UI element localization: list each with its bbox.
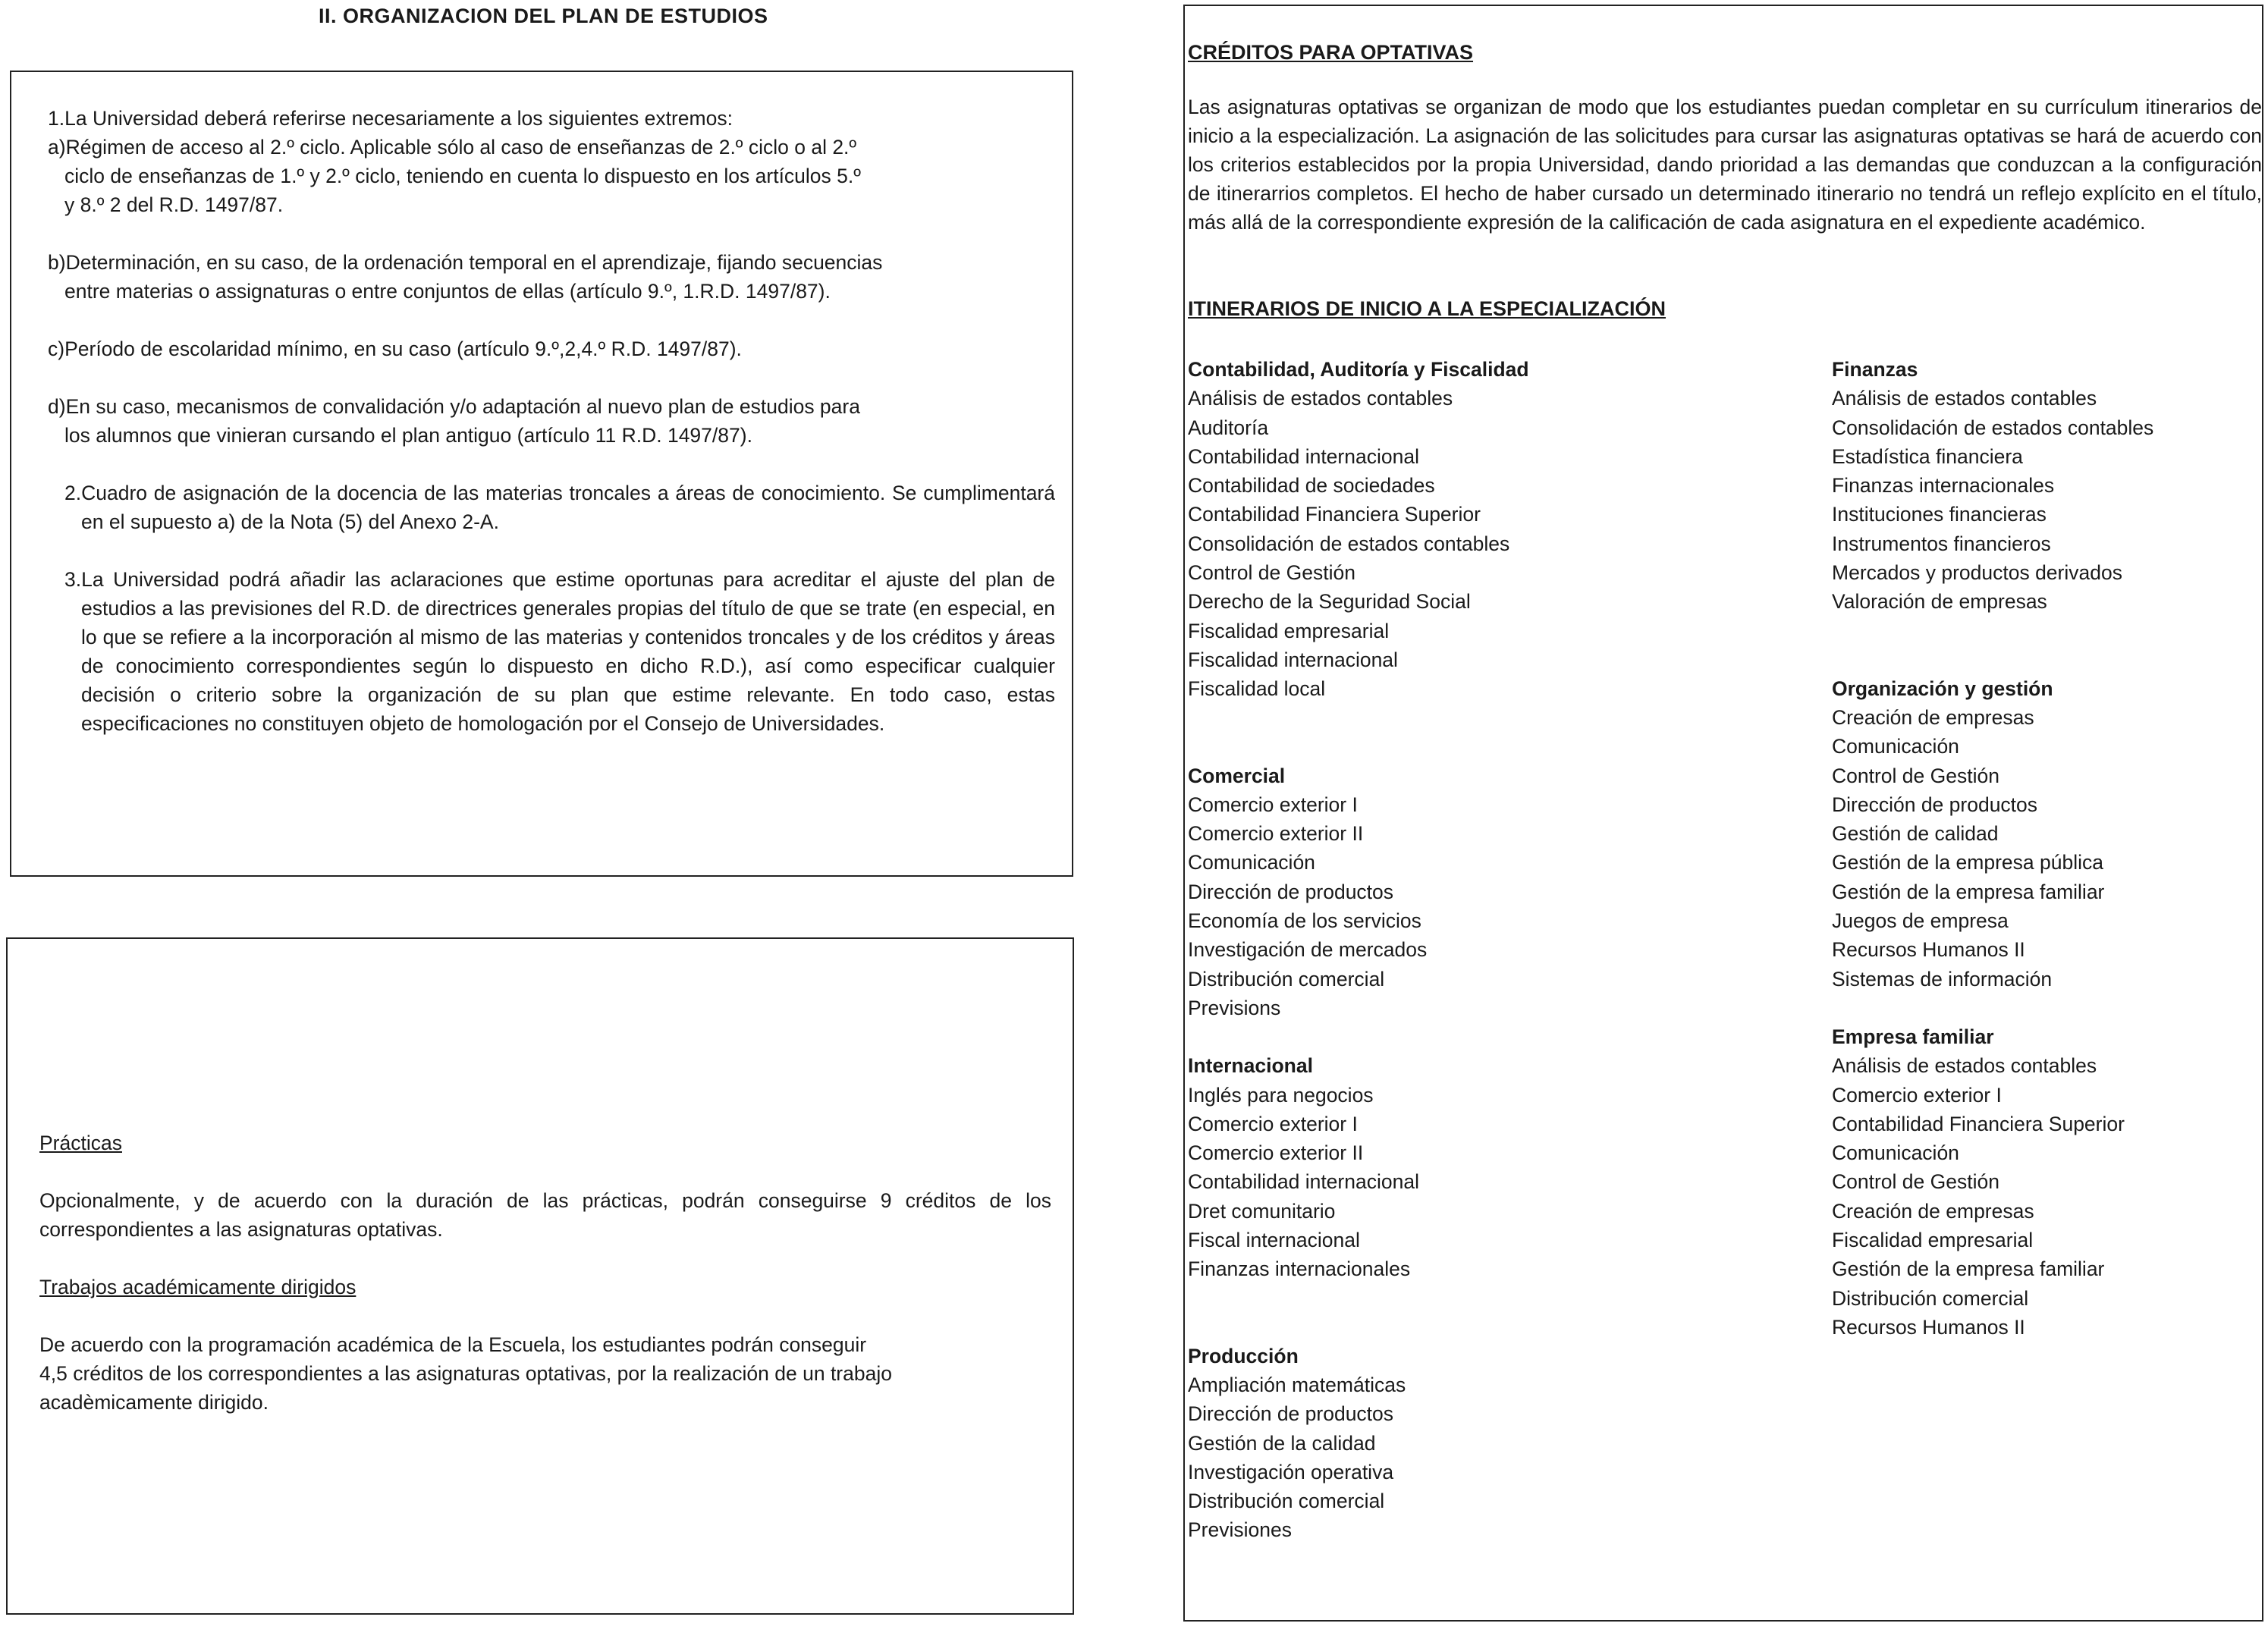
list-item: Comercio exterior I (1188, 1112, 1358, 1135)
list-item: Instituciones financieras (1832, 503, 2047, 526)
group-title: Contabilidad, Auditoría y Fiscalidad (1188, 358, 1529, 381)
group-title: Internacional (1188, 1054, 1313, 1078)
group-title: Empresa familiar (1832, 1025, 1994, 1048)
list-item: Investigación de mercados (1188, 938, 1428, 962)
list-item: Finanzas internacionales (1832, 474, 2055, 498)
list-item: Comercio exterior II (1188, 1141, 1364, 1165)
itinerarios-right-column (1832, 355, 2257, 1370)
item-1a-line: ciclo de enseñanzas de 1.º y 2.º ciclo, teniendo en cuenta lo dispuesto en los artículos 5.º (64, 165, 861, 187)
list-item: Inglés para negocios (1188, 1083, 1374, 1107)
list-item: Juegos de empresa (1832, 909, 2009, 933)
item-1a-line: a)Régimen de acceso al 2.º ciclo. Aplicable sólo al caso de enseñanzas de 2.º ciclo o al 2.º (48, 136, 857, 159)
practicas-box (6, 937, 1074, 1615)
list-item: Previsiones (1188, 1518, 1292, 1542)
list-item: Sistemas de información (1832, 967, 2053, 991)
list-item: Derecho de la Seguridad Social (1188, 590, 1471, 614)
list-item: Distribución comercial (1188, 1490, 1385, 1513)
item-c-block (48, 334, 1057, 363)
item-1-line: 1.La Universidad deberá referirse necesariamente a los siguientes extremos: (48, 107, 733, 130)
list-item: Comunicación (1188, 851, 1315, 874)
list-item: Gestión de la empresa pública (1832, 851, 2103, 874)
list-item: Consolidación de estados contables (1832, 416, 2154, 439)
list-item: Recursos Humanos II (1832, 938, 2025, 962)
list-item: Mercados y productos derivados (1832, 561, 2122, 585)
optativas-box (1183, 5, 2263, 1622)
list-item: Gestión de la empresa familiar (1832, 880, 2105, 903)
list-item: Economía de los servicios (1188, 909, 1421, 933)
item-d-block (48, 392, 1057, 450)
list-item: Distribución comercial (1188, 967, 1385, 991)
list-item: Gestión de la empresa familiar (1832, 1257, 2105, 1281)
requirements-content (48, 104, 1057, 738)
list-item: Comercio exterior I (1188, 793, 1358, 816)
group-contabilidad (1188, 355, 1810, 704)
item-1a-line: y 8.º 2 del R.D. 1497/87. (64, 193, 284, 216)
list-item: Recursos Humanos II (1832, 1315, 2025, 1339)
list-item: Previsions (1188, 996, 1281, 1019)
item-b-line: entre materias o assignaturas o entre conjuntos de ellas (artículo 9.º, 1.R.D. 1497/87). (64, 280, 831, 303)
itinerarios-heading: ITINERARIOS DE INICIO A LA ESPECIALIZACIÓN (1188, 297, 1666, 320)
requirements-box (10, 71, 1073, 877)
list-item: Contabilidad internacional (1188, 444, 1419, 468)
practicas-content (39, 1129, 1051, 1417)
list-item: Consolidación de estados contables (1188, 532, 1510, 555)
trabajos-line: De acuerdo con la programación académica de la Escuela, los estudiantes podrán conseguir (39, 1333, 867, 1356)
practicas-paragraph: Opcionalmente, y de acuerdo con la duración de las prácticas, podrán conseguirse 9 créditos de los correspondientes a las asignaturas optativas. (39, 1189, 1051, 1241)
list-item: Contabilidad de sociedades (1188, 474, 1435, 498)
item-d-line: los alumnos que vinieran cursando el plan antiguo (artículo 11 R.D. 1497/87). (64, 424, 752, 447)
list-item: Investigación operativa (1188, 1460, 1394, 1483)
item-2-paragraph: 2.Cuadro de asignación de la docencia de las materias troncales a áreas de conocimiento. Se cumplimentará en el supuesto a) de la Nota (5) del Anexo 2-A. (64, 482, 1055, 533)
list-item: Fiscalidad empresarial (1188, 619, 1390, 642)
list-item: Creación de empresas (1832, 705, 2034, 729)
item-d-line: d)En su caso, mecanismos de convalidación y/o adaptación al nuevo plan de estudios para (48, 395, 860, 418)
group-produccion (1188, 1342, 1810, 1545)
list-item: Contabilidad Financiera Superior (1188, 503, 1481, 526)
list-item: Control de Gestión (1188, 561, 1355, 585)
list-item: Análisis de estados contables (1832, 1054, 2097, 1078)
list-item: Control de Gestión (1832, 1170, 1999, 1194)
list-item: Dirección de productos (1188, 880, 1394, 903)
trabajos-line: 4,5 créditos de los correspondientes a las asignaturas optativas, por la realización de un trabajo (39, 1362, 892, 1385)
list-item: Fiscalidad empresarial (1832, 1229, 2034, 1252)
list-item: Comercio exterior I (1832, 1083, 2002, 1107)
trabajos-line: acadèmicamente dirigido. (39, 1391, 269, 1414)
item-b-line: b)Determinación, en su caso, de la ordenación temporal en el aprendizaje, fijando secuencias (48, 251, 883, 274)
list-item: Fiscalidad internacional (1188, 648, 1398, 671)
list-item: Instrumentos financieros (1832, 532, 2051, 555)
group-title: Comercial (1188, 764, 1286, 787)
trabajos-heading: Trabajos académicamente dirigidos (39, 1276, 357, 1298)
practicas-heading: Prácticas (39, 1132, 122, 1154)
list-item: Contabilidad internacional (1188, 1170, 1419, 1194)
list-item: Comercio exterior II (1188, 822, 1364, 846)
creditos-heading: CRÉDITOS PARA OPTATIVAS (1188, 41, 1474, 64)
list-item: Comunicación (1832, 735, 1959, 758)
group-title: Producción (1188, 1344, 1299, 1367)
list-item: Fiscalidad local (1188, 677, 1326, 701)
list-item: Gestión de la calidad (1188, 1431, 1376, 1455)
page-title: II. ORGANIZACION DEL PLAN DE ESTUDIOS (319, 5, 768, 27)
list-item: Auditoría (1188, 416, 1269, 439)
list-item: Contabilidad Financiera Superior (1832, 1112, 2125, 1135)
item-b-block (48, 248, 1057, 306)
group-comercial (1188, 761, 1810, 1023)
list-item: Fiscal internacional (1188, 1229, 1360, 1252)
group-title: Organización y gestión (1832, 677, 2053, 700)
list-item: Dirección de productos (1832, 793, 2038, 816)
group-empresa-familiar (1832, 1022, 2257, 1342)
group-finanzas (1832, 355, 2257, 617)
list-item: Valoración de empresas (1832, 590, 2047, 614)
group-internacional (1188, 1051, 1810, 1283)
list-item: Comunicación (1832, 1141, 1959, 1165)
list-item: Finanzas internacionales (1188, 1257, 1411, 1281)
list-item: Creación de empresas (1832, 1199, 2034, 1223)
creditos-paragraph: Las asignaturas optativas se organizan de modo que los estudiantes puedan completar en su currículum itinerarios de inicio a la especialización. La asignación de las solicitudes para cursar las asignaturas optativas se hará de acuerdo con los criterios establecidos por la propia Universidad, dando prioridad a las demandas que conduzcan a la configuración de itinerarrios completos. El hecho de haber cursado un determinado itinerario no tendrá un reflejo explícito en el título, más allá de la correspondiente expresión de la calificación de cada asignatura en el expediente académico. (1188, 96, 2262, 234)
list-item: Análisis de estados contables (1188, 387, 1453, 410)
list-item: Control de Gestión (1832, 764, 1999, 787)
list-item: Distribución comercial (1832, 1286, 2029, 1310)
list-item: Análisis de estados contables (1832, 387, 2097, 410)
group-title: Finanzas (1832, 358, 1918, 381)
list-item: Ampliación matemáticas (1188, 1373, 1406, 1396)
list-item: Dirección de productos (1188, 1402, 1394, 1426)
list-item: Gestión de calidad (1832, 822, 1999, 846)
list-item: Dret comunitario (1188, 1199, 1336, 1223)
item-1-block (48, 104, 1057, 219)
item-3-paragraph: 3.La Universidad podrá añadir las aclaraciones que estime oportunas para acreditar el ajuste del plan de estudios a las previsiones del R.D. de directrices generales propias del título de que se trate (en especial, en lo que se refiere a la incorporación al mismo de las materias y contenidos troncales y de los créditos y áreas de conocimiento correspondientes según lo dispuesto en dicho R.D.), así como especificar cualquier decisión o criterio sobre la organización de su plan que estime relevante. En todo caso, estas especificaciones no constituyen objeto de homologación por el Consejo de Universidades. (64, 568, 1055, 735)
list-item: Estadística financiera (1832, 444, 2023, 468)
group-organizacion (1832, 674, 2257, 994)
item-c-line: c)Período de escolaridad mínimo, en su caso (artículo 9.º,2,4.º R.D. 1497/87). (48, 338, 742, 360)
itinerarios-left-column (1188, 355, 1810, 1574)
